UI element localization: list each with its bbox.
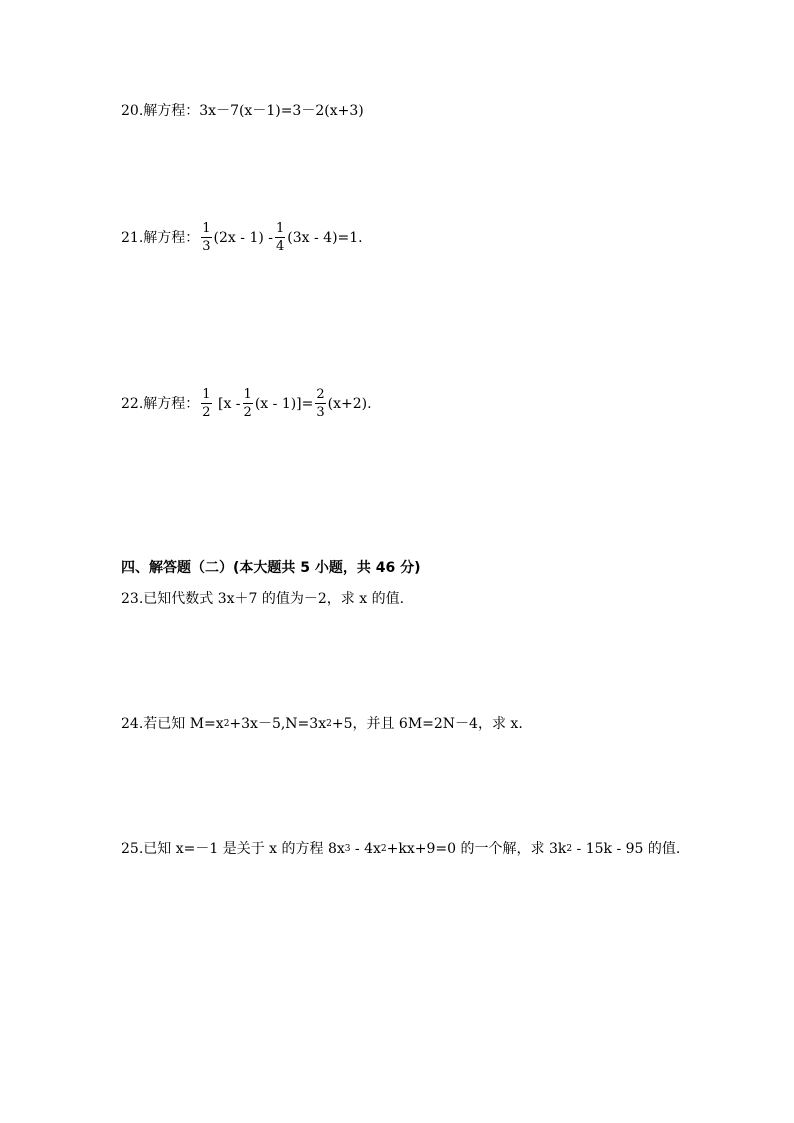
problem-23 [121,592,404,606]
problem-21-part2: (3x - 4)=1. [287,229,363,246]
fraction-one-third: $\frac{1}{3}$ [202,221,211,254]
problem-21 [121,222,363,253]
problem-25: 25.已知 x=－1 是关于 x 的方程 8x 3 - 4x 2 +kx+9=0 的一个解，求 3k 2 - 15k - 95 的值. [121,841,681,857]
problem-22 [121,388,372,419]
section-4-title [121,561,421,575]
section-4-title-text: 四、解答题（二）(本大题共 5 小题，共 46 分) [121,560,421,576]
fraction-one-half-inner: $\frac{1}{2}$ [243,387,252,420]
problem-22-label: 22.解方程： [121,395,200,412]
problem-21-label: 21.解方程： [121,229,200,246]
problem-20 [121,104,364,118]
problem-25-mid2: +kx+9=0 的一个解，求 3k [386,841,567,857]
problem-21-part1: (2x - 1) - [213,229,273,246]
problem-25-post: - 15k - 95 的值. [572,841,681,857]
fraction-one-quarter: $\frac{1}{4}$ [276,221,285,254]
problem-24-post: +5，并且 6M=2N－4，求 x. [331,716,523,732]
problem-23-text: 23.已知代数式 3x＋7 的值为－2，求 x 的值. [121,591,405,607]
problem-24-pre: 24.若已知 M=x [121,716,224,732]
problem-25-pre: 25.已知 x=－1 是关于 x 的方程 8x [121,841,345,857]
problem-22-part3: (x+2). [327,395,372,412]
problem-20-equation: 3x－7(x－1)=3－2(x+3) [199,103,364,119]
fraction-one-half: $\frac{1}{2}$ [202,387,211,420]
problem-22-part1: [x - [213,395,241,412]
problem-24-mid: +3x－5,N=3x [229,716,327,732]
problem-25-mid1: - 4x [350,841,381,857]
problem-24: 24.若已知 M=x 2 +3x－5,N=3x 2 +5，并且 6M=2N－4，求 x. [121,716,523,732]
fraction-two-thirds: $\frac{2}{3}$ [316,387,325,420]
problem-22-part2: (x - 1)]= [254,395,314,412]
problem-20-label: 20.解方程： [121,103,200,119]
